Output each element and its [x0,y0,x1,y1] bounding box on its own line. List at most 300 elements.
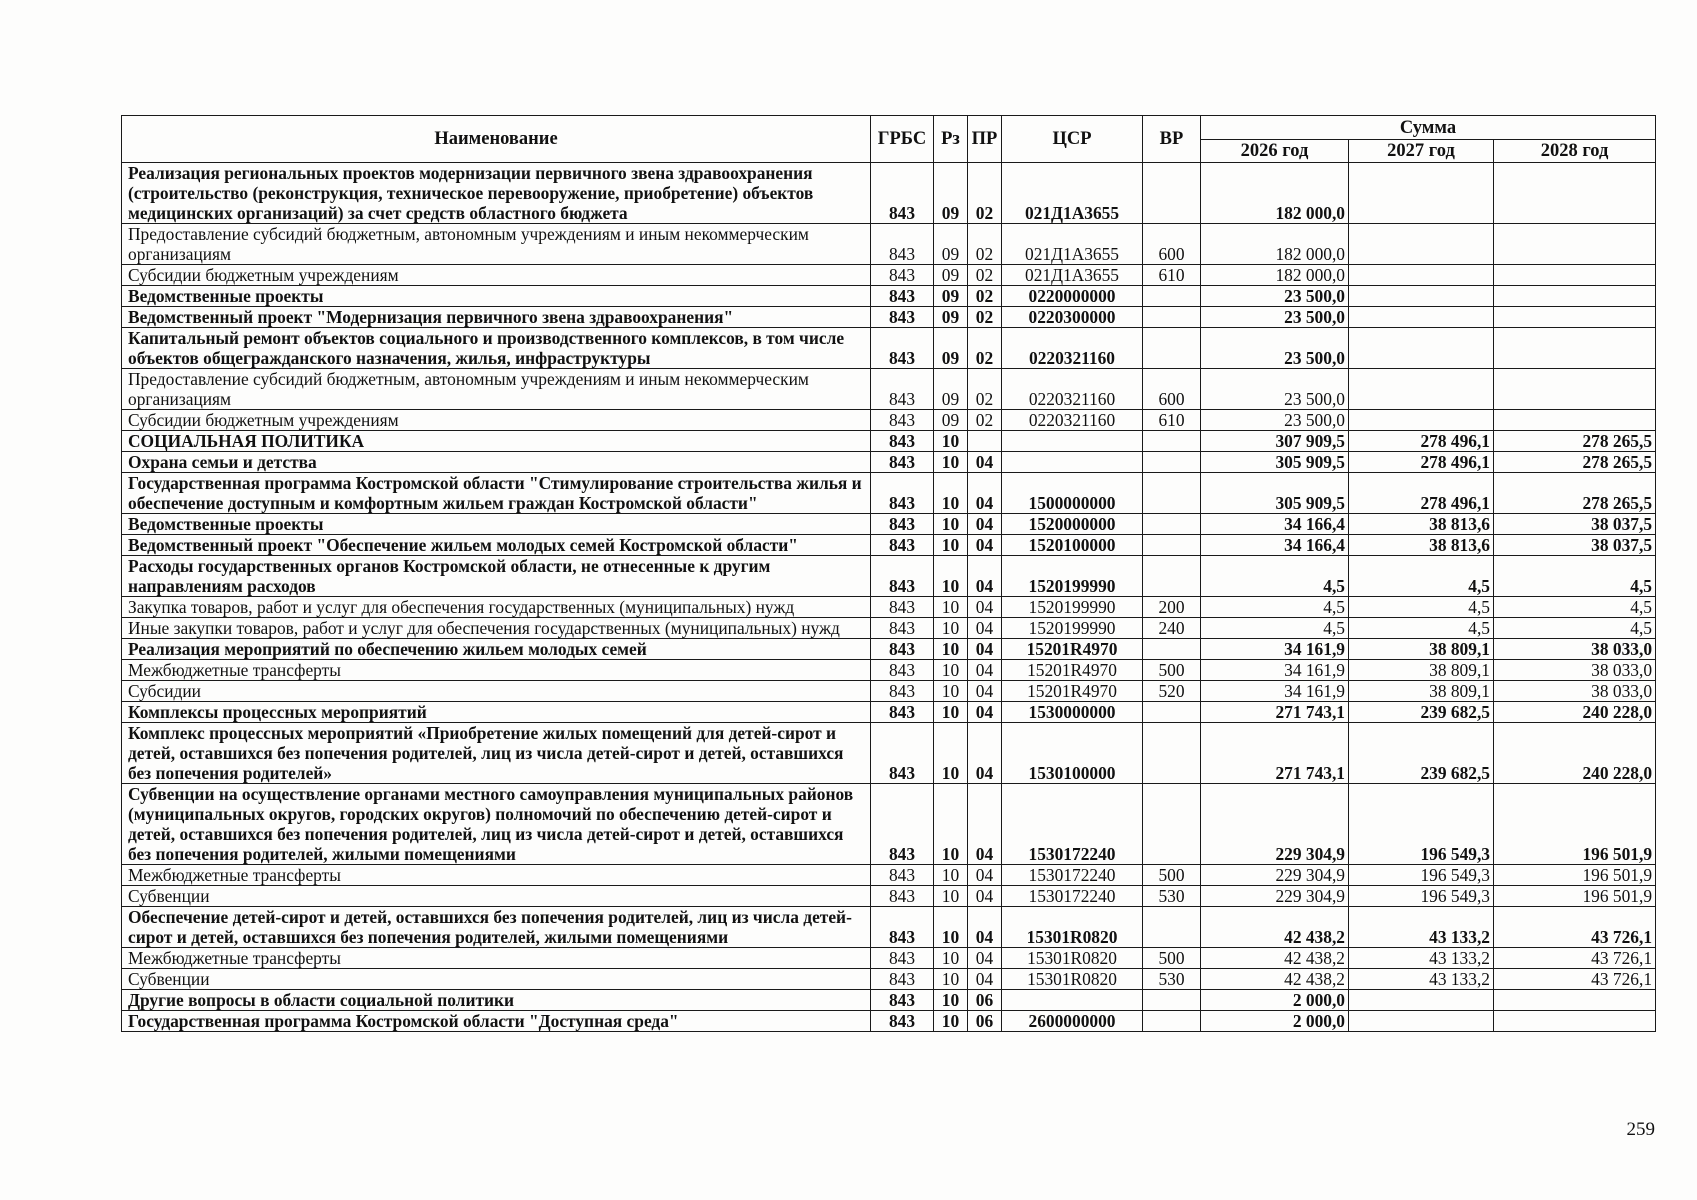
row-amount-2027 [1349,1011,1494,1032]
row-pr: 06 [968,1011,1002,1032]
row-amount-2028 [1494,1011,1656,1032]
row-csr: 021Д1А3655 [1002,224,1143,265]
row-amount-2026: 182 000,0 [1201,163,1349,224]
row-pr: 04 [968,907,1002,948]
table-row [122,431,1656,452]
row-grbs: 843 [871,328,934,369]
row-pr: 04 [968,865,1002,886]
row-rz: 10 [934,1011,968,1032]
row-amount-2028: 38 037,5 [1494,514,1656,535]
table-row [122,907,1656,948]
row-pr: 02 [968,265,1002,286]
row-csr: 1530000000 [1002,702,1143,723]
row-amount-2028: 196 501,9 [1494,784,1656,865]
row-grbs: 843 [871,990,934,1011]
row-name: Субвенции [122,969,871,990]
row-vr: 600 [1143,369,1201,410]
row-csr: 0220000000 [1002,286,1143,307]
row-rz: 09 [934,224,968,265]
row-amount-2027: 43 133,2 [1349,948,1494,969]
row-name: Закупка товаров, работ и услуг для обеспечения государственных (муниципальных) нужд [122,597,871,618]
row-rz: 09 [934,369,968,410]
row-vr [1143,723,1201,784]
row-amount-2028: 43 726,1 [1494,907,1656,948]
row-vr [1143,163,1201,224]
row-csr: 15201R4970 [1002,639,1143,660]
row-name: СОЦИАЛЬНАЯ ПОЛИТИКА [122,431,871,452]
row-name: Субвенции [122,886,871,907]
row-rz: 10 [934,473,968,514]
row-rz: 09 [934,265,968,286]
row-name: Ведомственные проекты [122,514,871,535]
row-rz: 10 [934,969,968,990]
row-csr: 1520199990 [1002,597,1143,618]
row-csr: 021Д1А3655 [1002,163,1143,224]
row-name: Государственная программа Костромской области "Доступная среда" [122,1011,871,1032]
row-amount-2027: 4,5 [1349,556,1494,597]
row-amount-2027: 4,5 [1349,618,1494,639]
row-amount-2026: 229 304,9 [1201,886,1349,907]
row-grbs: 843 [871,969,934,990]
row-grbs: 843 [871,265,934,286]
row-amount-2026: 4,5 [1201,618,1349,639]
row-amount-2027: 43 133,2 [1349,907,1494,948]
row-grbs: 843 [871,886,934,907]
row-amount-2027: 196 549,3 [1349,886,1494,907]
row-pr: 02 [968,369,1002,410]
row-name: Обеспечение детей-сирот и детей, оставшихся без попечения родителей, лиц из числа детей-сирот и детей, оставшихся без попечения родителей, жилыми помещениями [122,907,871,948]
row-amount-2027: 4,5 [1349,597,1494,618]
row-vr [1143,307,1201,328]
table-row [122,265,1656,286]
row-csr [1002,431,1143,452]
table-row [122,286,1656,307]
row-amount-2026: 229 304,9 [1201,865,1349,886]
row-vr [1143,452,1201,473]
row-grbs: 843 [871,948,934,969]
row-name: Комплексы процессных мероприятий [122,702,871,723]
row-amount-2028: 278 265,5 [1494,473,1656,514]
row-rz: 09 [934,410,968,431]
row-rz: 09 [934,163,968,224]
header-rz: Рз [934,116,968,163]
row-pr: 04 [968,702,1002,723]
row-amount-2026: 271 743,1 [1201,702,1349,723]
row-vr: 610 [1143,265,1201,286]
row-grbs: 843 [871,865,934,886]
row-amount-2028: 4,5 [1494,618,1656,639]
row-amount-2028: 240 228,0 [1494,702,1656,723]
row-amount-2026: 305 909,5 [1201,452,1349,473]
row-pr: 02 [968,410,1002,431]
row-rz: 10 [934,723,968,784]
row-name: Реализация региональных проектов модернизации первичного звена здравоохранения (строительство (реконструкция, техническое перевооружение, приобретение) объектов медицинских организаций) за счет средств областного бюджета [122,163,871,224]
row-name: Ведомственные проекты [122,286,871,307]
row-name: Капитальный ремонт объектов социального и производственного комплексов, в том числе объектов общегражданского назначения, жилья, инфраструктуры [122,328,871,369]
table-row [122,723,1656,784]
row-name: Предоставление субсидий бюджетным, автономным учреждениям и иным некоммерческим организациям [122,224,871,265]
table-row [122,660,1656,681]
row-pr: 04 [968,452,1002,473]
table-row [122,784,1656,865]
row-amount-2027: 196 549,3 [1349,784,1494,865]
row-grbs: 843 [871,597,934,618]
row-pr: 06 [968,990,1002,1011]
row-pr: 04 [968,473,1002,514]
row-grbs: 843 [871,784,934,865]
row-grbs: 843 [871,639,934,660]
row-vr [1143,784,1201,865]
row-amount-2027: 278 496,1 [1349,473,1494,514]
row-csr: 15201R4970 [1002,660,1143,681]
row-amount-2027: 239 682,5 [1349,723,1494,784]
row-pr: 02 [968,307,1002,328]
row-csr: 021Д1А3655 [1002,265,1143,286]
row-csr: 0220321160 [1002,369,1143,410]
row-amount-2028 [1494,265,1656,286]
row-amount-2028: 278 265,5 [1494,452,1656,473]
row-amount-2027 [1349,224,1494,265]
row-amount-2026: 34 161,9 [1201,639,1349,660]
row-name: Межбюджетные трансферты [122,660,871,681]
row-amount-2027: 196 549,3 [1349,865,1494,886]
row-csr: 0220321160 [1002,328,1143,369]
row-csr: 15301R0820 [1002,907,1143,948]
table-row [122,473,1656,514]
row-name: Иные закупки товаров, работ и услуг для обеспечения государственных (муниципальных) нужд [122,618,871,639]
row-rz: 10 [934,660,968,681]
header-csr: ЦСР [1002,116,1143,163]
row-csr [1002,452,1143,473]
row-vr [1143,1011,1201,1032]
row-grbs: 843 [871,163,934,224]
row-pr: 04 [968,535,1002,556]
row-pr: 02 [968,286,1002,307]
row-amount-2026: 34 161,9 [1201,660,1349,681]
row-grbs: 843 [871,514,934,535]
row-csr: 1530100000 [1002,723,1143,784]
row-rz: 10 [934,865,968,886]
table-row [122,597,1656,618]
row-amount-2028 [1494,410,1656,431]
table-header-row [122,116,1656,140]
row-name: Предоставление субсидий бюджетным, автономным учреждениям и иным некоммерческим организациям [122,369,871,410]
row-csr: 1530172240 [1002,784,1143,865]
row-amount-2026: 23 500,0 [1201,307,1349,328]
row-amount-2028: 4,5 [1494,556,1656,597]
row-rz: 09 [934,286,968,307]
row-rz: 10 [934,886,968,907]
header-2026: 2026 год [1201,140,1349,163]
row-name: Расходы государственных органов Костромской области, не отнесенные к другим направлениям расходов [122,556,871,597]
table-row [122,369,1656,410]
row-csr: 1520199990 [1002,556,1143,597]
row-grbs: 843 [871,723,934,784]
row-amount-2028: 38 037,5 [1494,535,1656,556]
row-rz: 10 [934,535,968,556]
table-row [122,556,1656,597]
table-row [122,990,1656,1011]
header-pr: ПР [968,116,1002,163]
row-amount-2028: 196 501,9 [1494,865,1656,886]
row-amount-2027 [1349,328,1494,369]
row-amount-2026: 34 166,4 [1201,535,1349,556]
row-amount-2027: 38 813,6 [1349,535,1494,556]
row-amount-2026: 229 304,9 [1201,784,1349,865]
row-amount-2026: 23 500,0 [1201,286,1349,307]
row-pr: 04 [968,660,1002,681]
row-pr: 04 [968,514,1002,535]
row-vr: 530 [1143,969,1201,990]
row-grbs: 843 [871,307,934,328]
row-rz: 10 [934,514,968,535]
row-amount-2026: 23 500,0 [1201,328,1349,369]
row-amount-2028: 4,5 [1494,597,1656,618]
row-rz: 10 [934,452,968,473]
row-grbs: 843 [871,556,934,597]
row-grbs: 843 [871,1011,934,1032]
row-name: Ведомственный проект "Обеспечение жильем молодых семей Костромской области" [122,535,871,556]
row-pr: 02 [968,328,1002,369]
row-vr: 610 [1143,410,1201,431]
row-amount-2027 [1349,369,1494,410]
row-amount-2028 [1494,307,1656,328]
row-amount-2028: 38 033,0 [1494,660,1656,681]
row-amount-2028 [1494,990,1656,1011]
row-name: Межбюджетные трансферты [122,948,871,969]
row-amount-2028 [1494,163,1656,224]
table-row [122,410,1656,431]
row-pr: 04 [968,618,1002,639]
row-amount-2026: 182 000,0 [1201,265,1349,286]
row-csr: 0220300000 [1002,307,1143,328]
row-csr: 15201R4970 [1002,681,1143,702]
row-pr: 02 [968,224,1002,265]
header-2028: 2028 год [1494,140,1656,163]
row-amount-2028 [1494,286,1656,307]
row-amount-2027 [1349,990,1494,1011]
row-name: Межбюджетные трансферты [122,865,871,886]
row-amount-2027: 278 496,1 [1349,431,1494,452]
row-vr [1143,535,1201,556]
row-vr [1143,639,1201,660]
row-pr: 04 [968,681,1002,702]
row-grbs: 843 [871,410,934,431]
budget-table [121,115,1656,1032]
row-amount-2026: 42 438,2 [1201,907,1349,948]
row-amount-2027 [1349,307,1494,328]
row-grbs: 843 [871,224,934,265]
row-vr [1143,990,1201,1011]
table-row [122,639,1656,660]
row-csr: 1520199990 [1002,618,1143,639]
row-vr [1143,286,1201,307]
row-rz: 09 [934,328,968,369]
table-row [122,307,1656,328]
row-amount-2027: 38 809,1 [1349,639,1494,660]
row-amount-2027 [1349,163,1494,224]
table-row [122,514,1656,535]
table-row [122,452,1656,473]
row-rz: 10 [934,556,968,597]
row-amount-2027 [1349,410,1494,431]
row-rz: 10 [934,784,968,865]
row-grbs: 843 [871,660,934,681]
row-grbs: 843 [871,535,934,556]
row-name: Субсидии бюджетным учреждениям [122,410,871,431]
row-amount-2026: 42 438,2 [1201,969,1349,990]
row-vr [1143,328,1201,369]
row-vr: 500 [1143,948,1201,969]
row-vr: 500 [1143,865,1201,886]
row-pr: 04 [968,948,1002,969]
row-csr [1002,990,1143,1011]
row-amount-2026: 307 909,5 [1201,431,1349,452]
row-amount-2028: 278 265,5 [1494,431,1656,452]
row-vr: 600 [1143,224,1201,265]
row-csr: 2600000000 [1002,1011,1143,1032]
row-vr [1143,514,1201,535]
row-name: Комплекс процессных мероприятий «Приобретение жилых помещений для детей-сирот и детей, оставшихся без попечения родителей, лиц из числа детей-сирот и детей, оставшихся без попечения родителей» [122,723,871,784]
row-amount-2027: 43 133,2 [1349,969,1494,990]
row-amount-2028: 196 501,9 [1494,886,1656,907]
row-amount-2027 [1349,286,1494,307]
row-amount-2026: 23 500,0 [1201,410,1349,431]
row-csr: 1500000000 [1002,473,1143,514]
table-row [122,702,1656,723]
page-number: 259 [1626,1119,1655,1140]
row-name: Субвенции на осуществление органами местного самоуправления муниципальных районов (муниципальных округов, городских округов) полномочий по обеспечению детей-сирот и детей, оставшихся без попечения родителей, лиц из числа детей-сирот и детей, оставшихся без попечения родителей, жилыми помещениями [122,784,871,865]
row-rz: 10 [934,618,968,639]
row-amount-2026: 4,5 [1201,597,1349,618]
row-name: Реализация мероприятий по обеспечению жильем молодых семей [122,639,871,660]
row-amount-2026: 4,5 [1201,556,1349,597]
row-amount-2027: 278 496,1 [1349,452,1494,473]
row-rz: 09 [934,307,968,328]
row-csr: 0220321160 [1002,410,1143,431]
row-csr: 1530172240 [1002,886,1143,907]
row-amount-2027: 38 809,1 [1349,660,1494,681]
row-pr: 04 [968,886,1002,907]
header-2027: 2027 год [1349,140,1494,163]
table-row [122,163,1656,224]
row-grbs: 843 [871,907,934,948]
row-amount-2028: 38 033,0 [1494,681,1656,702]
row-name: Другие вопросы в области социальной политики [122,990,871,1011]
table-row [122,618,1656,639]
row-pr: 04 [968,597,1002,618]
header-grbs: ГРБС [871,116,934,163]
row-pr: 04 [968,639,1002,660]
row-grbs: 843 [871,618,934,639]
row-amount-2027: 38 809,1 [1349,681,1494,702]
row-grbs: 843 [871,452,934,473]
row-vr: 520 [1143,681,1201,702]
row-name: Охрана семьи и детства [122,452,871,473]
row-vr: 500 [1143,660,1201,681]
row-rz: 10 [934,948,968,969]
table-row [122,865,1656,886]
row-amount-2026: 271 743,1 [1201,723,1349,784]
table-body [122,163,1656,1032]
row-pr: 02 [968,163,1002,224]
row-vr: 530 [1143,886,1201,907]
header-vr: ВР [1143,116,1201,163]
row-amount-2028: 240 228,0 [1494,723,1656,784]
header-name: Наименование [122,116,871,163]
table-row [122,224,1656,265]
table-row [122,886,1656,907]
row-name: Субсидии [122,681,871,702]
row-amount-2026: 34 166,4 [1201,514,1349,535]
row-vr: 240 [1143,618,1201,639]
row-grbs: 843 [871,473,934,514]
row-amount-2028: 38 033,0 [1494,639,1656,660]
row-vr [1143,702,1201,723]
row-amount-2026: 23 500,0 [1201,369,1349,410]
row-vr: 200 [1143,597,1201,618]
row-vr [1143,556,1201,597]
row-amount-2026: 2 000,0 [1201,990,1349,1011]
row-rz: 10 [934,990,968,1011]
row-rz: 10 [934,431,968,452]
row-rz: 10 [934,702,968,723]
row-rz: 10 [934,597,968,618]
row-amount-2027: 239 682,5 [1349,702,1494,723]
row-grbs: 843 [871,369,934,410]
row-amount-2028 [1494,328,1656,369]
row-amount-2026: 34 161,9 [1201,681,1349,702]
row-vr [1143,907,1201,948]
row-amount-2026: 2 000,0 [1201,1011,1349,1032]
row-amount-2028 [1494,369,1656,410]
table-row [122,328,1656,369]
table-row [122,535,1656,556]
row-csr: 1530172240 [1002,865,1143,886]
row-pr: 04 [968,556,1002,597]
table-row [122,681,1656,702]
row-amount-2028 [1494,224,1656,265]
row-rz: 10 [934,907,968,948]
row-amount-2026: 182 000,0 [1201,224,1349,265]
row-rz: 10 [934,681,968,702]
row-grbs: 843 [871,702,934,723]
header-sum: Сумма [1201,116,1656,140]
row-grbs: 843 [871,681,934,702]
row-pr: 04 [968,969,1002,990]
row-name: Субсидии бюджетным учреждениям [122,265,871,286]
row-name: Государственная программа Костромской области "Стимулирование строительства жилья и обеспечение доступным и комфортным жильем граждан Костромской области" [122,473,871,514]
row-pr [968,431,1002,452]
row-csr: 15301R0820 [1002,969,1143,990]
table-row [122,1011,1656,1032]
row-vr [1143,473,1201,514]
row-amount-2026: 305 909,5 [1201,473,1349,514]
row-grbs: 843 [871,431,934,452]
table-row [122,969,1656,990]
row-csr: 1520000000 [1002,514,1143,535]
row-csr: 15301R0820 [1002,948,1143,969]
row-grbs: 843 [871,286,934,307]
table-row [122,948,1656,969]
row-vr [1143,431,1201,452]
row-rz: 10 [934,639,968,660]
row-amount-2028: 43 726,1 [1494,948,1656,969]
row-csr: 1520100000 [1002,535,1143,556]
row-amount-2027: 38 813,6 [1349,514,1494,535]
row-amount-2028: 43 726,1 [1494,969,1656,990]
row-name: Ведомственный проект "Модернизация первичного звена здравоохранения" [122,307,871,328]
